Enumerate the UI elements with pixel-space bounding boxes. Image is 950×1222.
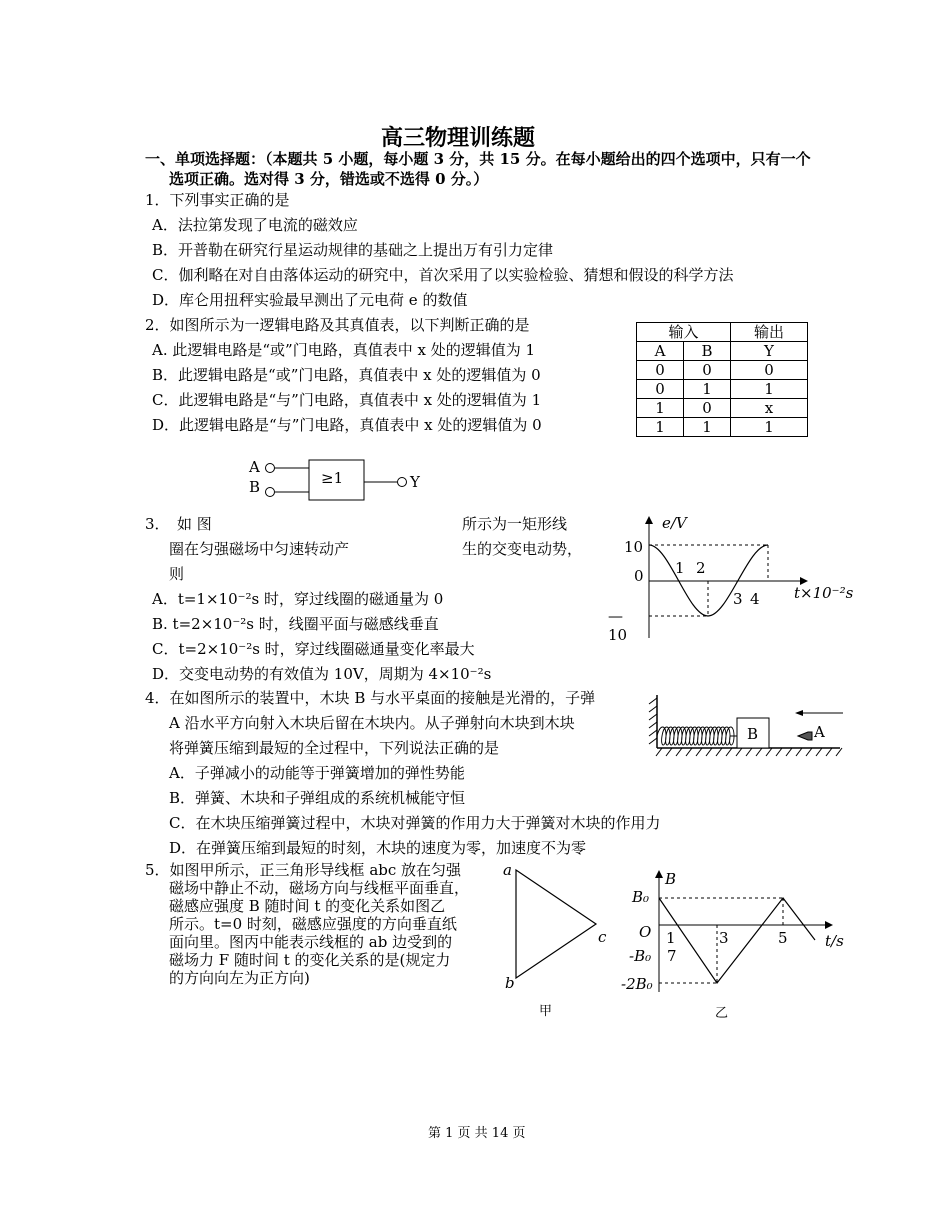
emf-y-arrow-icon	[645, 516, 653, 524]
q3-stem-part3: 圈在匀强磁场中匀速转动产	[169, 540, 350, 558]
bt-x-arrow-icon	[825, 921, 833, 929]
truth-table-col-b: B	[684, 342, 731, 361]
bt-extra-7: 7	[667, 947, 677, 965]
page-footer: 第 1 页 共 14 页	[428, 1126, 526, 1141]
gate-input-a-label: A	[249, 458, 260, 476]
velocity-arrow-head-icon	[795, 710, 803, 716]
q5-stem-line4: 所示。t=0 时刻，磁感应强度的方向垂直纸	[169, 915, 457, 933]
bt-b0-label: B₀	[632, 888, 650, 906]
q5-stem-line3: 磁感应强度 B 随时间 t 的变化关系如图乙	[169, 897, 446, 915]
q3-option-d: D．交变电动势的有效值为 10V，周期为 4×10⁻²s	[152, 665, 492, 683]
triangle-frame	[516, 870, 596, 978]
figure-caption-jia: 甲	[539, 1004, 553, 1019]
table-cell: 0	[684, 399, 731, 418]
table-cell: 0	[684, 361, 731, 380]
table-row	[637, 380, 808, 399]
section-header-line1: 一、单项选择题：（本题共 5 小题，每小题 3 分，共 15 分。在每小题给出的四个选项中，只有一个	[145, 150, 811, 168]
q1-option-a: A．法拉第发现了电流的磁效应	[152, 216, 358, 234]
truth-table-col-y: Y	[731, 342, 808, 361]
table-cell: 1	[637, 399, 684, 418]
q3-option-c: C．t=2×10⁻²s 时，穿过线圈磁通量变化率最大	[152, 640, 475, 658]
truth-table	[636, 322, 808, 437]
q4-option-b: B．弹簧、木块和子弹组成的系统机械能守恒	[169, 789, 466, 807]
gate-output-terminal	[398, 478, 407, 487]
q2-option-d: D．此逻辑电路是“与”门电路，真值表中 x 处的逻辑值为 0	[152, 416, 542, 434]
truth-table-col-a: A	[637, 342, 684, 361]
q4-stem-line2: A 沿水平方向射入木块后留在木块内。从子弹射向木块到木块	[169, 714, 575, 732]
wall-hatch	[649, 698, 657, 744]
emf-y-bottom-sign: —	[608, 607, 623, 625]
bt-origin-label: O	[639, 923, 652, 941]
emf-origin-label: 0	[634, 567, 644, 585]
bt-neg-b0-label: -B₀	[629, 947, 652, 965]
table-cell: 0	[637, 361, 684, 380]
q3-option-b: B. t=2×10⁻²s 时，线圈平面与磁感线垂直	[152, 615, 439, 633]
figure-caption-yi: 乙	[715, 1006, 729, 1021]
emf-y-label: e/V	[662, 514, 687, 532]
logic-gate-diagram	[240, 455, 440, 505]
table-cell: 1	[637, 418, 684, 437]
table-cell: 1	[684, 380, 731, 399]
q4-stem-line3: 将弹簧压缩到最短的全过程中，下列说法正确的是	[169, 739, 500, 757]
bt-neg-2b0-label: -2B₀	[621, 975, 653, 993]
table-cell: x	[731, 399, 808, 418]
q1-option-b: B．开普勒在研究行星运动规律的基础之上提出万有引力定律	[152, 241, 554, 259]
table-row	[637, 399, 808, 418]
bt-tick-5: 5	[778, 929, 788, 947]
table-row	[637, 361, 808, 380]
triangle-figure	[498, 858, 618, 1028]
q5-stem-line7: 的方向向左为正方向)	[169, 969, 310, 987]
table-cell: 0	[731, 361, 808, 380]
q5-stem-line2: 磁场中静止不动，磁场方向与线框平面垂直，	[169, 879, 470, 897]
gate-input-a-terminal	[266, 464, 275, 473]
q1-option-d: D．库仑用扭秤实验最早测出了元电荷 e 的数值	[152, 291, 468, 309]
bt-x-label: t/s	[825, 932, 844, 950]
table-cell: 1	[731, 380, 808, 399]
emf-tick-2: 2	[696, 559, 706, 577]
q4-option-a: A．子弹减小的动能等于弹簧增加的弹性势能	[169, 764, 465, 782]
q5-stem-line1: 5．如图甲所示，正三角形导线框 abc 放在匀强	[145, 861, 462, 879]
table-cell: 1	[731, 418, 808, 437]
truth-table-header-output: 输出	[731, 323, 808, 342]
q3-stem-part5: 则	[169, 565, 185, 583]
bt-tick-3: 3	[719, 929, 729, 947]
emf-y-bottom-label: 10	[608, 626, 628, 644]
q4-option-c: C．在木块压缩弹簧过程中，木块对弹簧的作用力大于弹簧对木块的作用力	[169, 814, 661, 832]
q3-stem-part2: 所示为一矩形线	[462, 515, 568, 533]
q2-stem: 2．如图所示为一逻辑电路及其真值表，以下判断正确的是	[145, 316, 530, 334]
q1-stem: 1．下列事实正确的是	[145, 191, 290, 209]
spring	[657, 727, 737, 745]
q4-stem-line1: 4．在如图所示的装置中，木块 B 与水平桌面的接触是光滑的，子弹	[145, 689, 596, 707]
table-row	[637, 418, 808, 437]
emf-tick-1: 1	[675, 559, 685, 577]
bt-curve	[659, 898, 815, 983]
gate-input-b-terminal	[266, 488, 275, 497]
emf-tick-4: 4	[750, 590, 760, 608]
emf-tick-3: 3	[733, 590, 743, 608]
block-label: B	[747, 725, 759, 743]
section-header-line2: 选项正确。选对得 3 分，错选或不选得 0 分。）	[169, 170, 489, 188]
q1-option-c: C．伽利略在对自由落体运动的研究中，首次采用了以实验检验、猜想和假设的科学方法	[152, 266, 734, 284]
spring-block-diagram	[640, 690, 850, 765]
q5-stem-line6: 磁场力 F 随时间 t 的变化关系的是(规定力	[169, 951, 451, 969]
page-title: 高三物理训练题	[381, 125, 536, 151]
q2-option-a: A. 此逻辑电路是“或”门电路，真值表中 x 处的逻辑值为 1	[152, 341, 536, 359]
floor-hatch	[656, 748, 842, 756]
q3-stem-part1: 3． 如 图	[145, 515, 212, 533]
b-t-graph	[615, 862, 855, 1022]
q4-option-d: D．在弹簧压缩到最短的时刻，木块的速度为零，加速度不为零	[169, 839, 587, 857]
bt-tick-1: 1	[666, 929, 676, 947]
emf-y-top-label: 10	[624, 538, 644, 556]
emf-graph	[600, 510, 860, 650]
gate-output-label: Y	[410, 473, 420, 491]
q5-stem-line5: 面向里。图丙中能表示线框的 ab 边受到的	[169, 933, 453, 951]
q3-option-a: A．t=1×10⁻²s 时，穿过线圈的磁通量为 0	[152, 590, 444, 608]
table-cell: 0	[637, 380, 684, 399]
q2-option-c: C．此逻辑电路是“与”门电路，真值表中 x 处的逻辑值为 1	[152, 391, 542, 409]
bullet-icon	[798, 732, 812, 740]
truth-table-header-input: 输入	[637, 323, 731, 342]
q2-option-b: B．此逻辑电路是“或”门电路，真值表中 x 处的逻辑值为 0	[152, 366, 541, 384]
table-cell: 1	[684, 418, 731, 437]
bt-y-label: B	[665, 870, 677, 888]
bt-y-arrow-icon	[655, 870, 663, 878]
triangle-vertex-a: a	[503, 861, 512, 879]
bullet-label: A	[814, 723, 825, 741]
gate-symbol: ≥1	[321, 469, 344, 487]
q3-stem-part4: 生的交变电动势，	[462, 540, 583, 558]
triangle-vertex-c: c	[598, 928, 607, 946]
gate-input-b-label: B	[249, 478, 261, 496]
triangle-vertex-b: b	[505, 974, 515, 992]
emf-x-label: t×10⁻²s	[794, 584, 854, 602]
